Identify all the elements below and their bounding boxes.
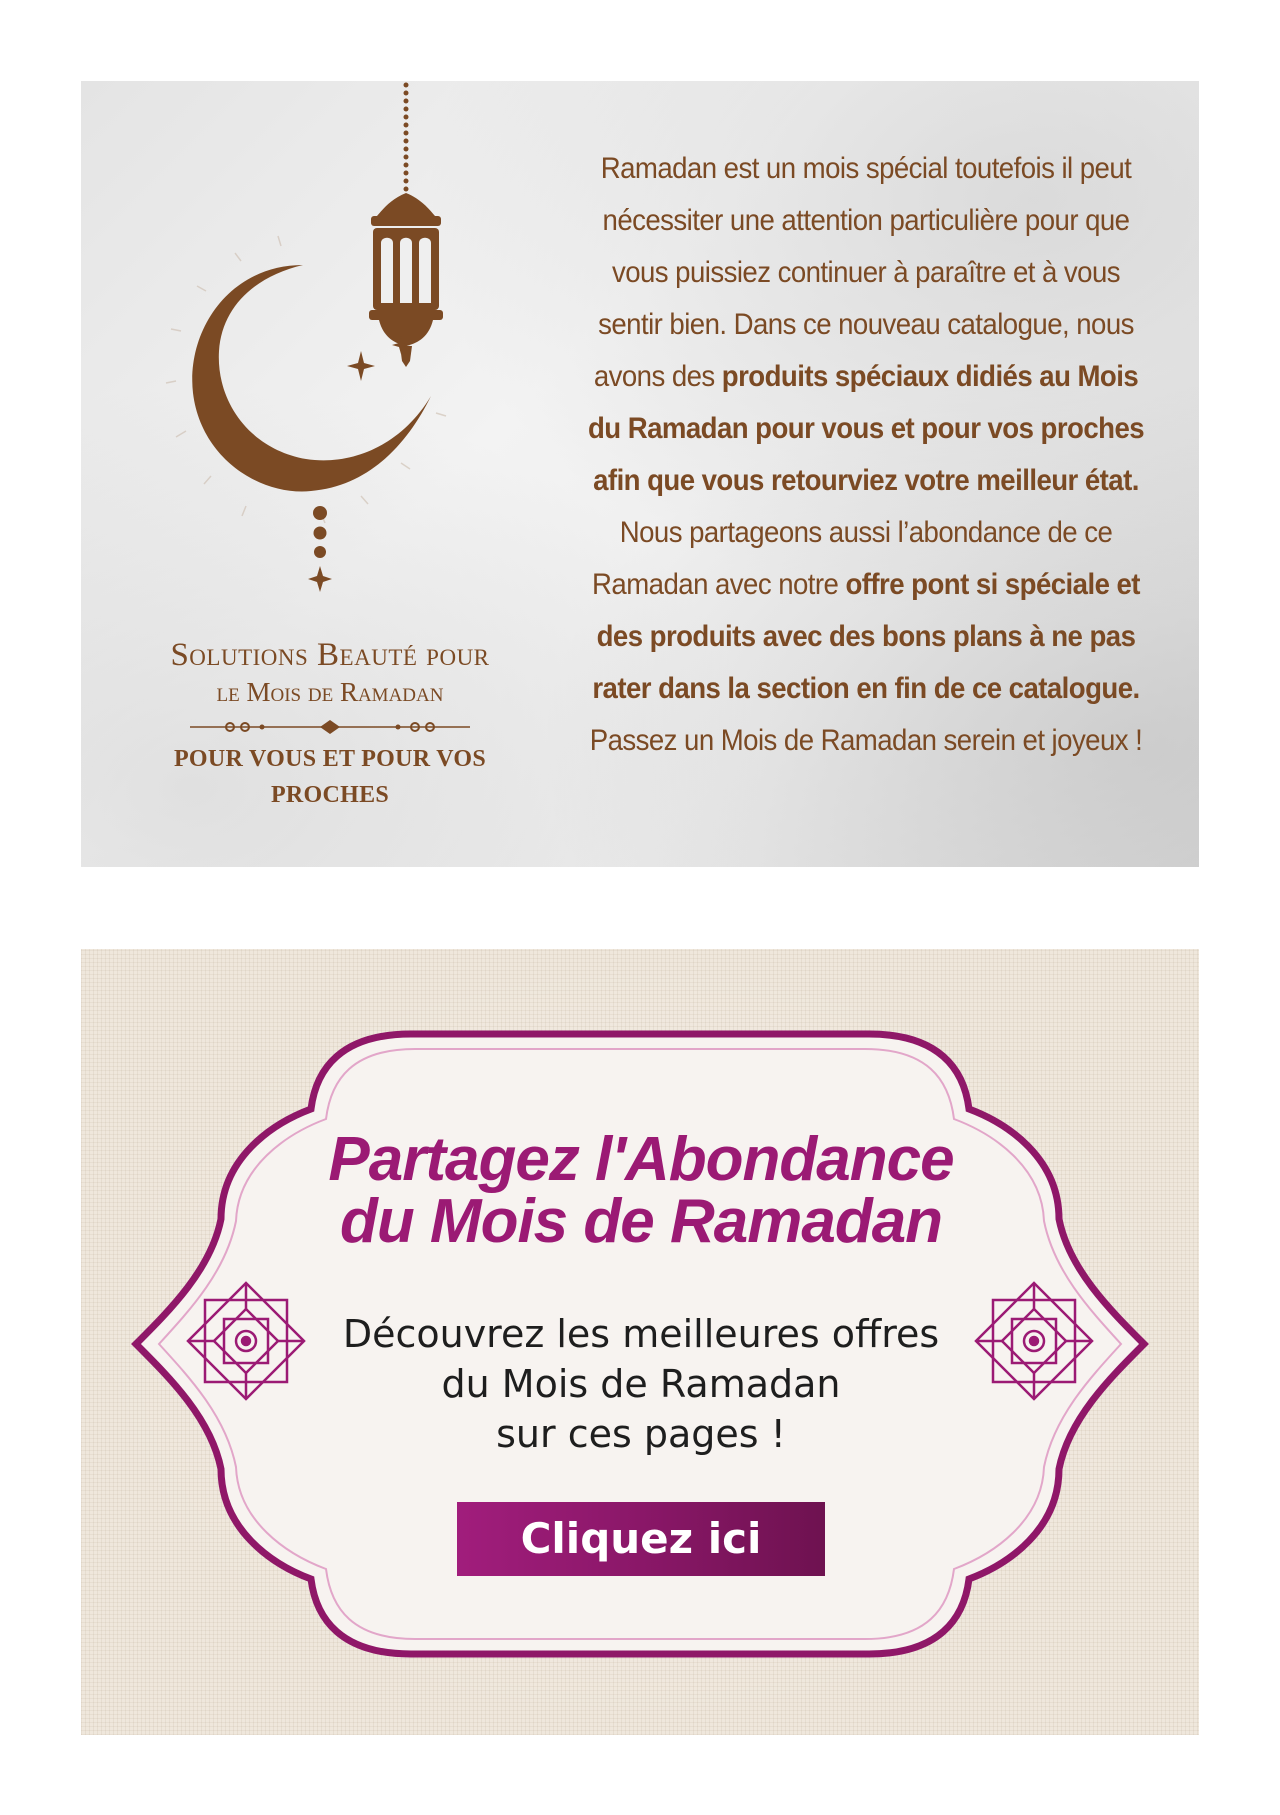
side-title-block — [135, 636, 525, 812]
ramadan-illustration — [81, 81, 541, 641]
arabesque-star-ornament-left — [188, 1283, 304, 1399]
intro-body-part1: Ramadan est un mois spécial toutefois il peut nécessiter une attention particulière pour que vous puissiez continuer à paraître et à vous sentir bien. Dans ce nouveau catalogue, nous avons des — [593, 152, 1134, 393]
promo-title-line2: du Mois de Ramadan — [339, 1187, 943, 1256]
ramadan-intro-panel — [81, 81, 1199, 867]
lantern-chain — [404, 83, 409, 192]
intro-body-part3: Passez un Mois de Ramadan serein et joyeux ! — [589, 724, 1143, 757]
side-subtitle-line2: PROCHES — [270, 782, 390, 808]
sparkle-star-icon — [347, 351, 375, 381]
promo-subtitle-line3: sur ces pages ! — [496, 1412, 786, 1456]
side-title-line1: Solutions Beauté pour — [170, 637, 490, 673]
intro-body-text — [585, 143, 1146, 767]
promo-subtitle-line1: Découvrez les meilleures offres — [342, 1312, 940, 1356]
intro-body-bold2: offre pont si spéciale et des produits avec des bons plans à ne pas rater dans la section en fin de ce catalogue. — [592, 568, 1140, 705]
hanging-dots — [313, 506, 327, 558]
ornamental-divider — [190, 718, 470, 736]
intro-body-bold1: produits spéciaux didiés au Mois du Ramadan pour vous et pour vos proches afin que vous retourviez votre meilleur état. — [587, 360, 1145, 497]
arabesque-star-ornament-right — [976, 1283, 1092, 1399]
click-here-button[interactable]: Cliquez ici — [457, 1502, 825, 1576]
promo-subtitle — [331, 1309, 951, 1459]
promo-title-line1: Partagez l'Abondance — [328, 1125, 954, 1194]
side-subtitle-line1: POUR VOUS ET POUR VOS — [173, 746, 487, 772]
sparkle-star-icon-bottom — [308, 566, 332, 592]
lantern-windows — [381, 238, 431, 303]
promo-title — [281, 1125, 1001, 1256]
intro-body-part2: Nous partageons aussi l’abondance de ce Ramadan avec notre — [592, 516, 1113, 601]
promo-panel — [81, 949, 1199, 1735]
side-title-line2: le Mois de Ramadan — [216, 677, 444, 707]
promo-subtitle-line2: du Mois de Ramadan — [441, 1362, 841, 1406]
